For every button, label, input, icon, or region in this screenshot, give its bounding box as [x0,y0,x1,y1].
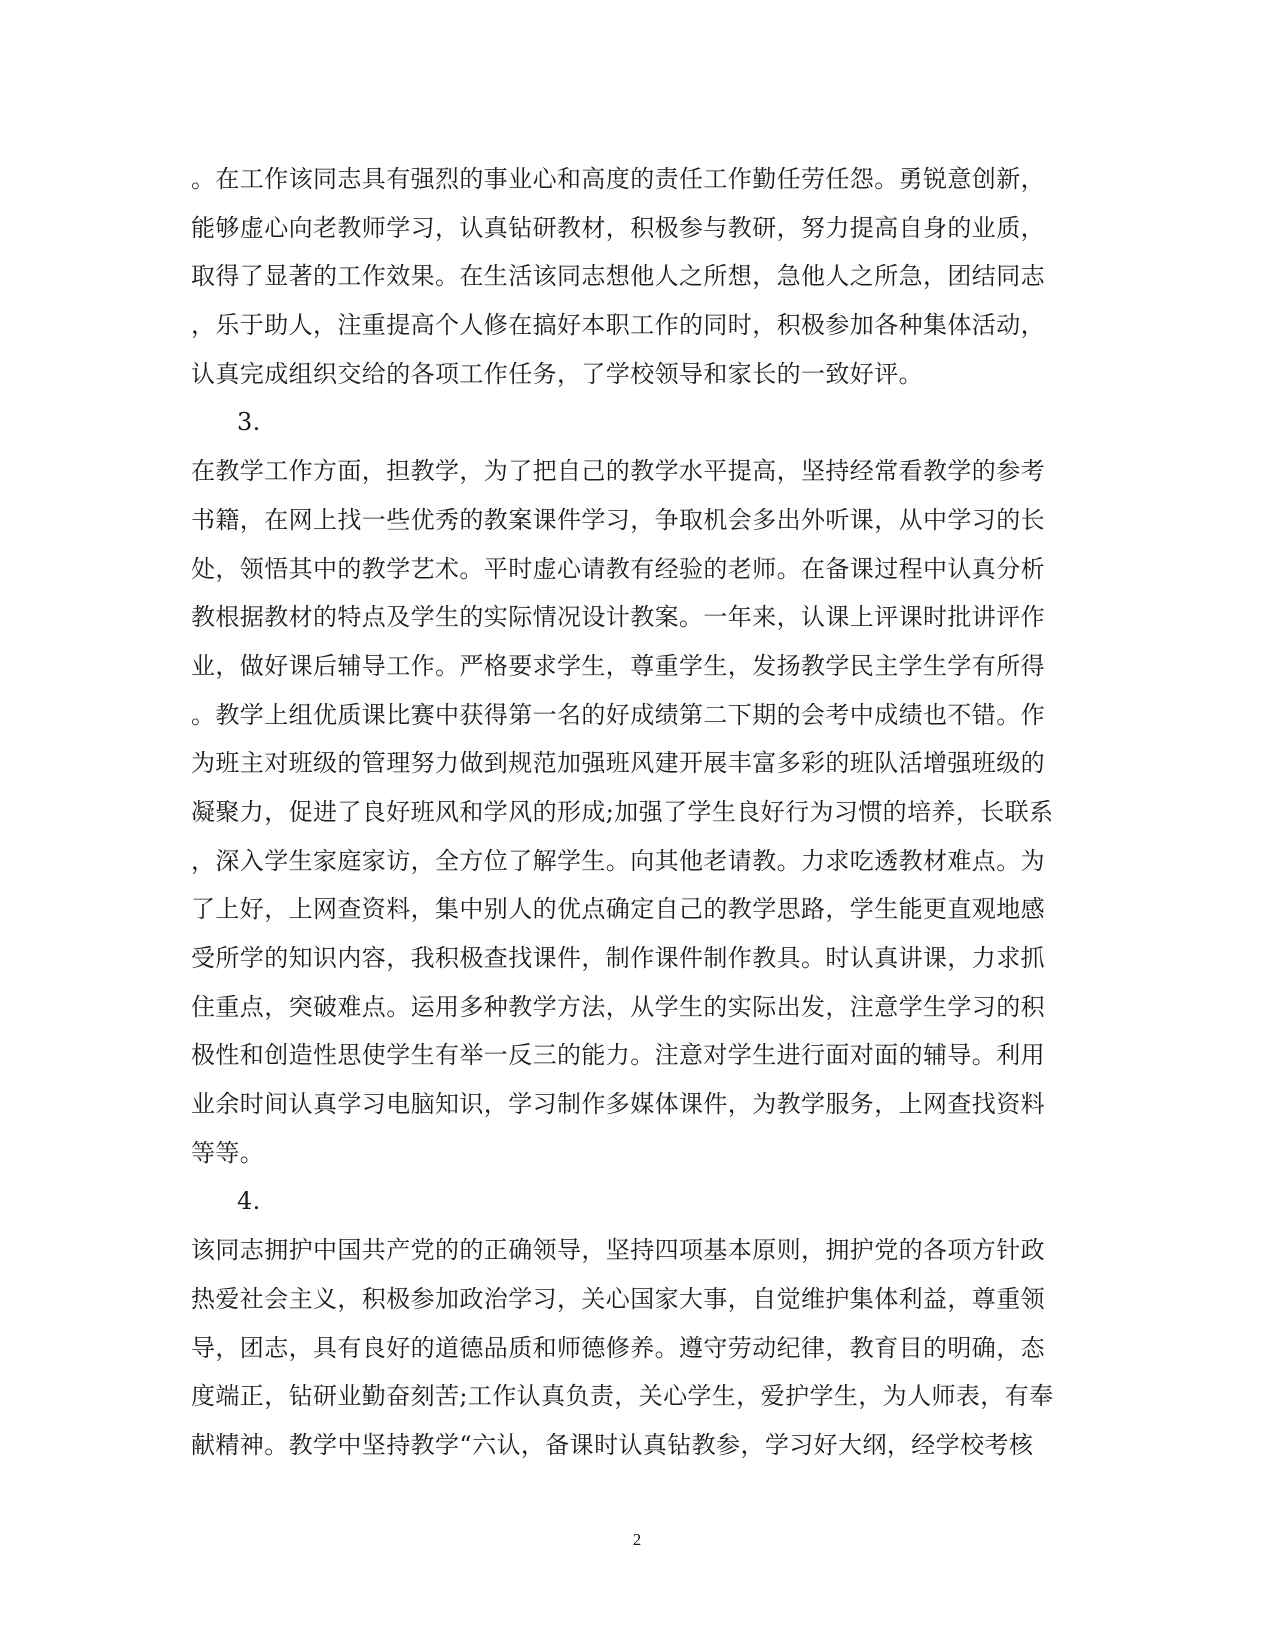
text-line: 在教学工作方面，担教学，为了把自己的教学水平提高，坚持经常看教学的参考 [191,457,1045,486]
text-line: 住重点，突破难点。运用多种教学方法，从学生的实际出发，注意学生学习的积 [191,992,1045,1021]
text-line: 教根据教材的特点及学生的实际情况设计教案。一年来，认课上评课时批讲评作 [191,603,1045,632]
text-line: 。教学上组优质课比赛中获得第一名的好成绩第二下期的会考中成绩也不错。作 [191,700,1045,729]
text-line: 度端正，钻研业勤奋刻苦;工作认真负责，关心学生，爱护学生，为人师表，有奉 [191,1382,1054,1411]
text-line: 极性和创造性思使学生有举一反三的能力。注意对学生进行面对面的辅导。利用 [191,1041,1045,1070]
text-line: ，深入学生家庭家访，全方位了解学生。向其他老请教。力求吃透教材难点。为 [191,846,1045,875]
text-line: 受所学的知识内容，我积极查找课件，制作课件制作教具。时认真讲课，力求抓 [191,944,1045,972]
body-text [191,155,1081,1470]
text-line: 为班主对班级的管理努力做到规范加强班风建开展丰富多彩的班队活增强班级的 [191,749,1045,778]
text-line: 热爱社会主义，积极参加政治学习，关心国家大事，自觉维护集体利益，尊重领 [191,1284,1045,1313]
text-line: 业余时间认真学习电脑知识，学习制作多媒体课件，为教学服务，上网查找资料 [191,1090,1045,1119]
text-line: 书籍，在网上找一些优秀的教案课件学习，争取机会多出外听课，从中学习的长 [191,505,1045,534]
text-line: 业，做好课后辅导工作。严格要求学生，尊重学生，发扬教学民主学生学有所得 [191,651,1045,680]
text-line: 认真完成组织交给的各项工作任务，了学校领导和家长的一致好评。 [191,359,923,388]
text-line: 该同志拥护中国共产党的的正确领导，坚持四项基本原则，拥护党的各项方针政 [191,1236,1045,1265]
text-line: 处，领悟其中的教学艺术。平时虚心请教有经验的老师。在备课过程中认真分析 [191,554,1045,583]
text-line: 等等。 [191,1138,265,1167]
text-line: 了上好，上网查资料，集中别人的优点确定自己的教学思路，学生能更直观地感 [191,895,1045,924]
text-line: 能够虚心向老教师学习，认真钻研教材，积极参与教研，努力提高自身的业质， [191,213,1045,242]
text-line: 取得了显著的工作效果。在生活该同志想他人之所想，急他人之所急，团结同志 [191,262,1045,291]
section-number: 3. [237,408,261,437]
text-line: 导，团志，具有良好的道德品质和师德修养。遵守劳动纪律，教育目的明确，态 [191,1333,1045,1362]
text-line: 凝聚力，促进了良好班风和学风的形成;加强了学生良好行为习惯的培养，长联系 [191,797,1054,826]
page-number: 2 [632,1530,642,1549]
text-line: 献精神。教学中坚持教学“六认，备课时认真钻教参，学习好大纲，经学校考核 [191,1430,1034,1459]
text-line: ，乐于助人，注重提高个人修在搞好本职工作的同时，积极参加各种集体活动， [191,311,1045,340]
section-number: 4. [237,1187,261,1216]
text-line: 。在工作该同志具有强烈的事业心和高度的责任工作勤任劳任怨。勇锐意创新， [191,165,1045,193]
